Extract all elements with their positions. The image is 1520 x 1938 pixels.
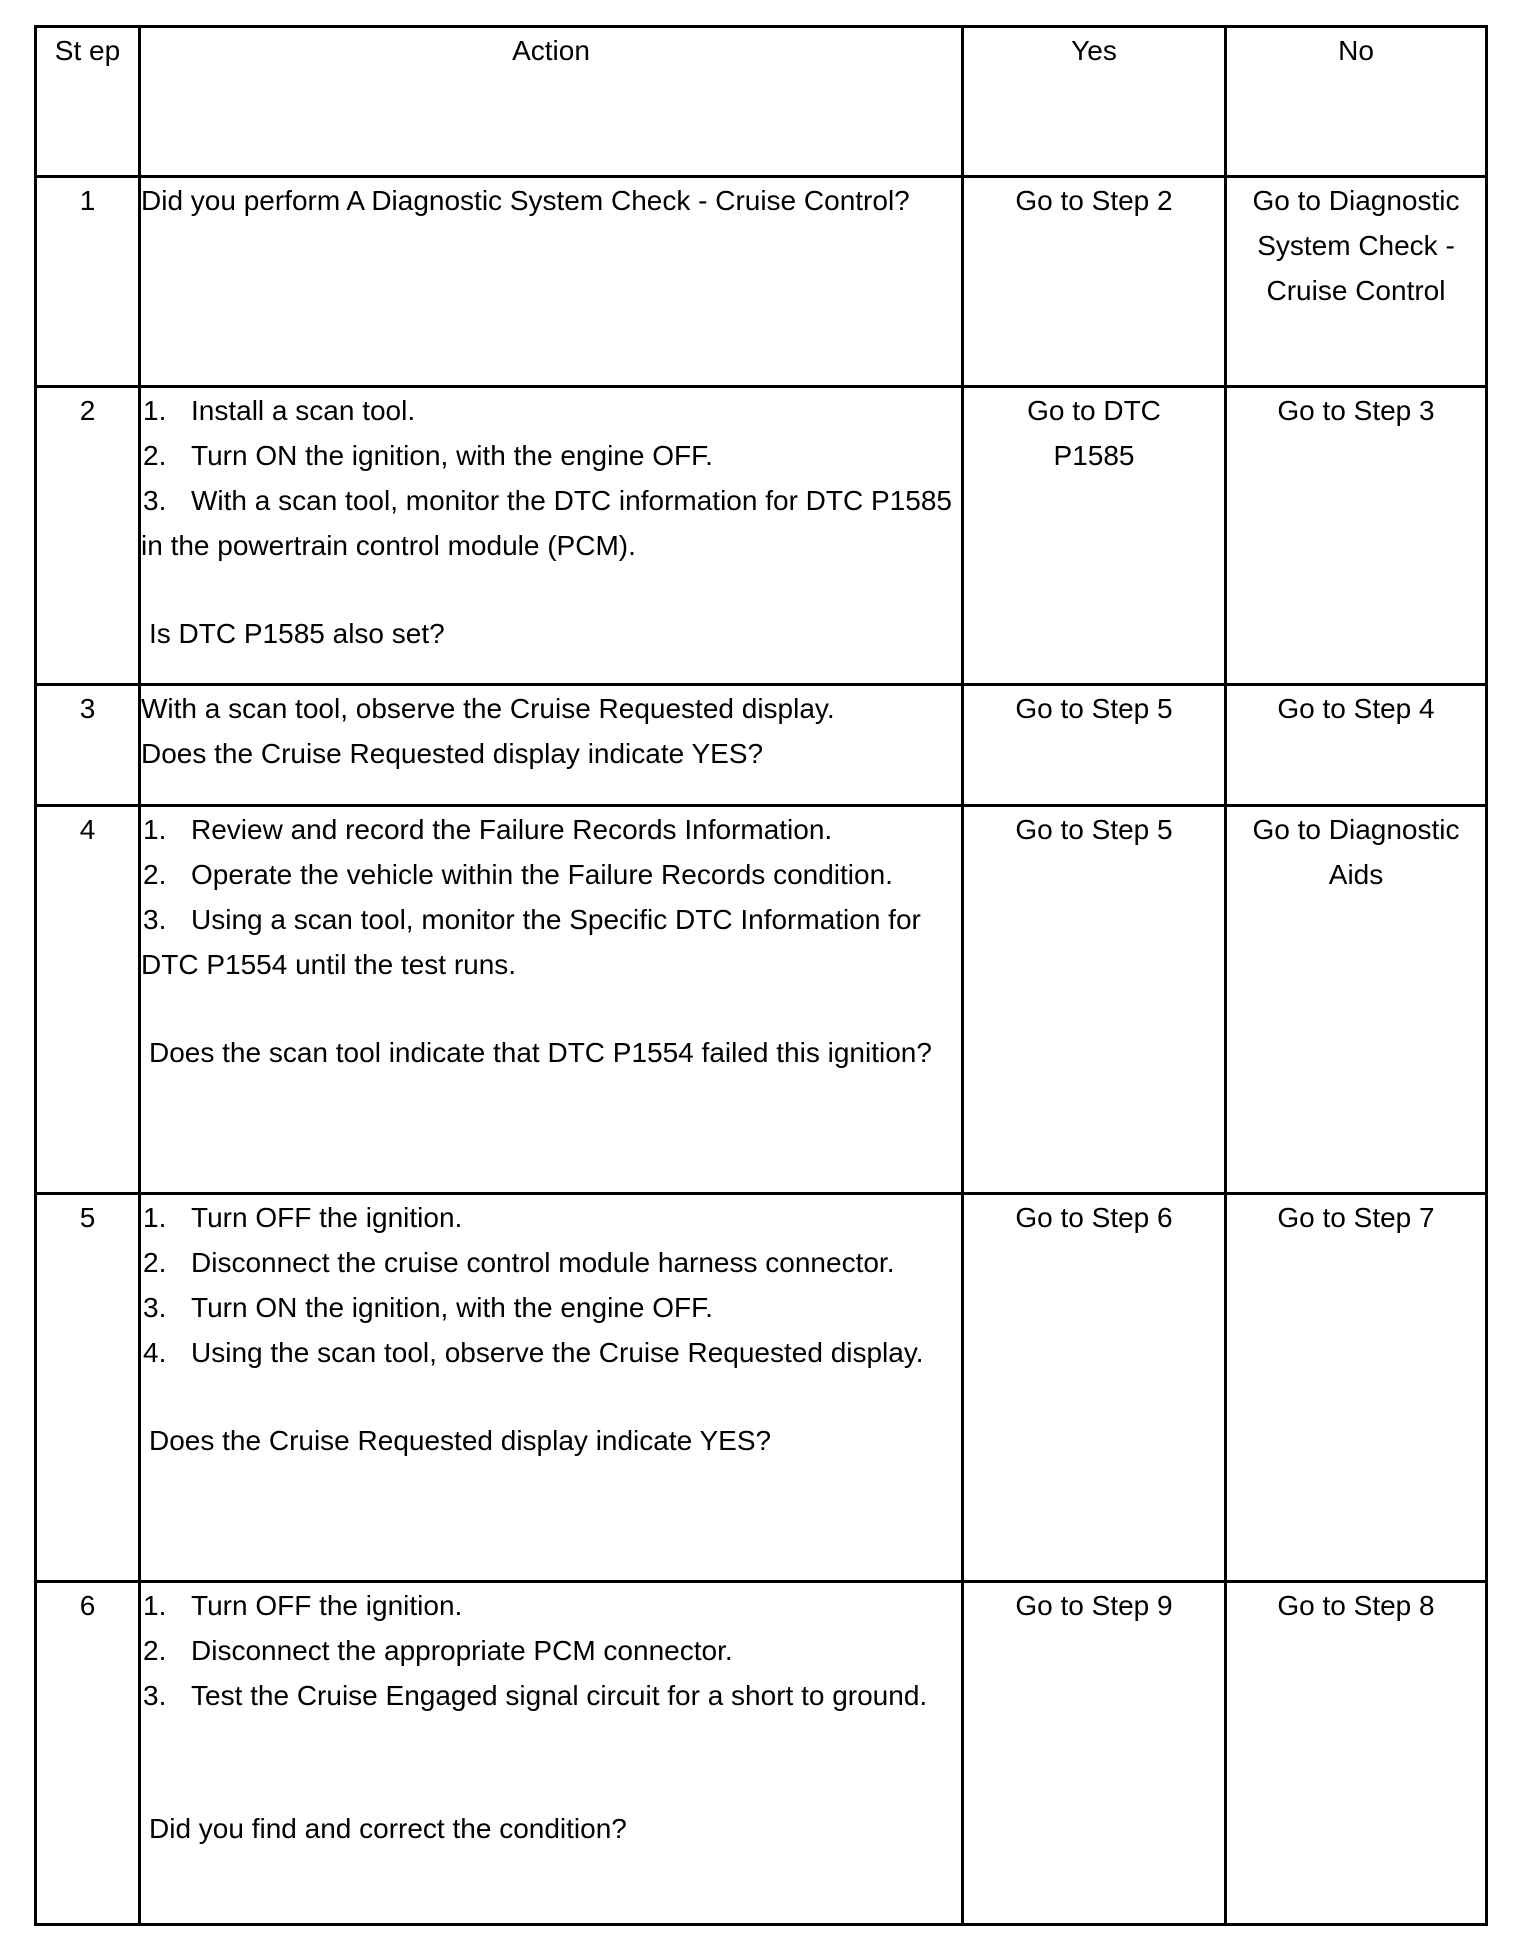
header-row xyxy=(36,27,1487,177)
table-row-step-5 xyxy=(36,1194,1487,1582)
no-link[interactable]: Go to Diagnostic Aids xyxy=(1252,814,1460,890)
action-step: 3. Turn ON the ignition, with the engine OFF. xyxy=(143,1292,713,1323)
yes-cell xyxy=(963,1194,1226,1582)
table-row-step-3 xyxy=(36,685,1487,806)
action-question: Does the Cruise Requested display indicate YES? xyxy=(149,1425,772,1456)
yes-link[interactable]: Go to Step 6 xyxy=(1015,1202,1173,1233)
action-question: Is DTC P1585 also set? xyxy=(149,618,445,649)
action-text: With a scan tool, observe the Cruise Requested display. xyxy=(141,693,835,724)
diagnostic-table xyxy=(34,25,1488,1926)
yes-link[interactable]: Go to DTC P1585 xyxy=(1027,395,1161,471)
yes-cell xyxy=(963,806,1226,1194)
yes-cell xyxy=(963,1582,1226,1925)
no-link[interactable]: Go to Diagnostic System Check - Cruise Control xyxy=(1252,185,1460,306)
table-row-step-4 xyxy=(36,806,1487,1194)
action-step: 1. Turn OFF the ignition. xyxy=(143,1202,463,1233)
action-step: 1. Turn OFF the ignition. xyxy=(143,1590,463,1621)
action-step: 3. Using a scan tool, monitor the Specific DTC Information for DTC P1554 until the test runs. xyxy=(141,904,921,980)
no-link[interactable]: Go to Step 3 xyxy=(1277,395,1435,426)
header-action: Action xyxy=(140,27,963,177)
header-yes: Yes xyxy=(963,27,1226,177)
step-number: 2 xyxy=(36,387,140,685)
action-cell xyxy=(140,387,963,685)
action-step: 3. Test the Cruise Engaged signal circuit for a short to ground. xyxy=(143,1680,928,1711)
action-cell xyxy=(140,685,963,806)
action-step: 2. Operate the vehicle within the Failure Records condition. xyxy=(143,859,893,890)
action-cell xyxy=(140,177,963,387)
action-cell xyxy=(140,1582,963,1925)
table-row-step-6 xyxy=(36,1582,1487,1925)
action-question: Does the Cruise Requested display indicate YES? xyxy=(141,738,764,769)
yes-link[interactable]: Go to Step 9 xyxy=(1015,1590,1173,1621)
no-link[interactable]: Go to Step 7 xyxy=(1277,1202,1435,1233)
action-cell xyxy=(140,1194,963,1582)
no-link[interactable]: Go to Step 4 xyxy=(1277,693,1435,724)
yes-link[interactable]: Go to Step 5 xyxy=(1015,814,1173,845)
yes-cell xyxy=(963,177,1226,387)
action-step: 2. Turn ON the ignition, with the engine OFF. xyxy=(143,440,713,471)
no-cell xyxy=(1226,387,1487,685)
no-cell xyxy=(1226,1582,1487,1925)
action-step: 1. Install a scan tool. xyxy=(143,395,416,426)
no-link[interactable]: Go to Step 8 xyxy=(1277,1590,1435,1621)
step-number: 3 xyxy=(36,685,140,806)
action-question: Did you find and correct the condition? xyxy=(149,1813,627,1844)
no-cell xyxy=(1226,685,1487,806)
yes-cell xyxy=(963,387,1226,685)
action-step: 1. Review and record the Failure Records Information. xyxy=(143,814,833,845)
action-step: 3. With a scan tool, monitor the DTC information for DTC P1585 in the powertrain control module (PCM). xyxy=(141,485,952,561)
header-no: No xyxy=(1226,27,1487,177)
header-step: St ep xyxy=(36,27,140,177)
action-step: 2. Disconnect the appropriate PCM connector. xyxy=(143,1635,733,1666)
yes-link[interactable]: Go to Step 5 xyxy=(1015,693,1173,724)
no-cell xyxy=(1226,806,1487,1194)
action-text: Did you perform A Diagnostic System Check - Cruise Control? xyxy=(141,185,910,216)
yes-cell xyxy=(963,685,1226,806)
action-step: 4. Using the scan tool, observe the Cruise Requested display. xyxy=(143,1337,924,1368)
yes-link[interactable]: Go to Step 2 xyxy=(1015,185,1173,216)
action-step: 2. Disconnect the cruise control module harness connector. xyxy=(143,1247,895,1278)
step-number: 5 xyxy=(36,1194,140,1582)
table-row-step-1 xyxy=(36,177,1487,387)
action-cell xyxy=(140,806,963,1194)
no-cell xyxy=(1226,177,1487,387)
step-number: 4 xyxy=(36,806,140,1194)
table-row-step-2 xyxy=(36,387,1487,685)
action-question: Does the scan tool indicate that DTC P1554 failed this ignition? xyxy=(149,1037,932,1068)
no-cell xyxy=(1226,1194,1487,1582)
step-number: 6 xyxy=(36,1582,140,1925)
step-number: 1 xyxy=(36,177,140,387)
